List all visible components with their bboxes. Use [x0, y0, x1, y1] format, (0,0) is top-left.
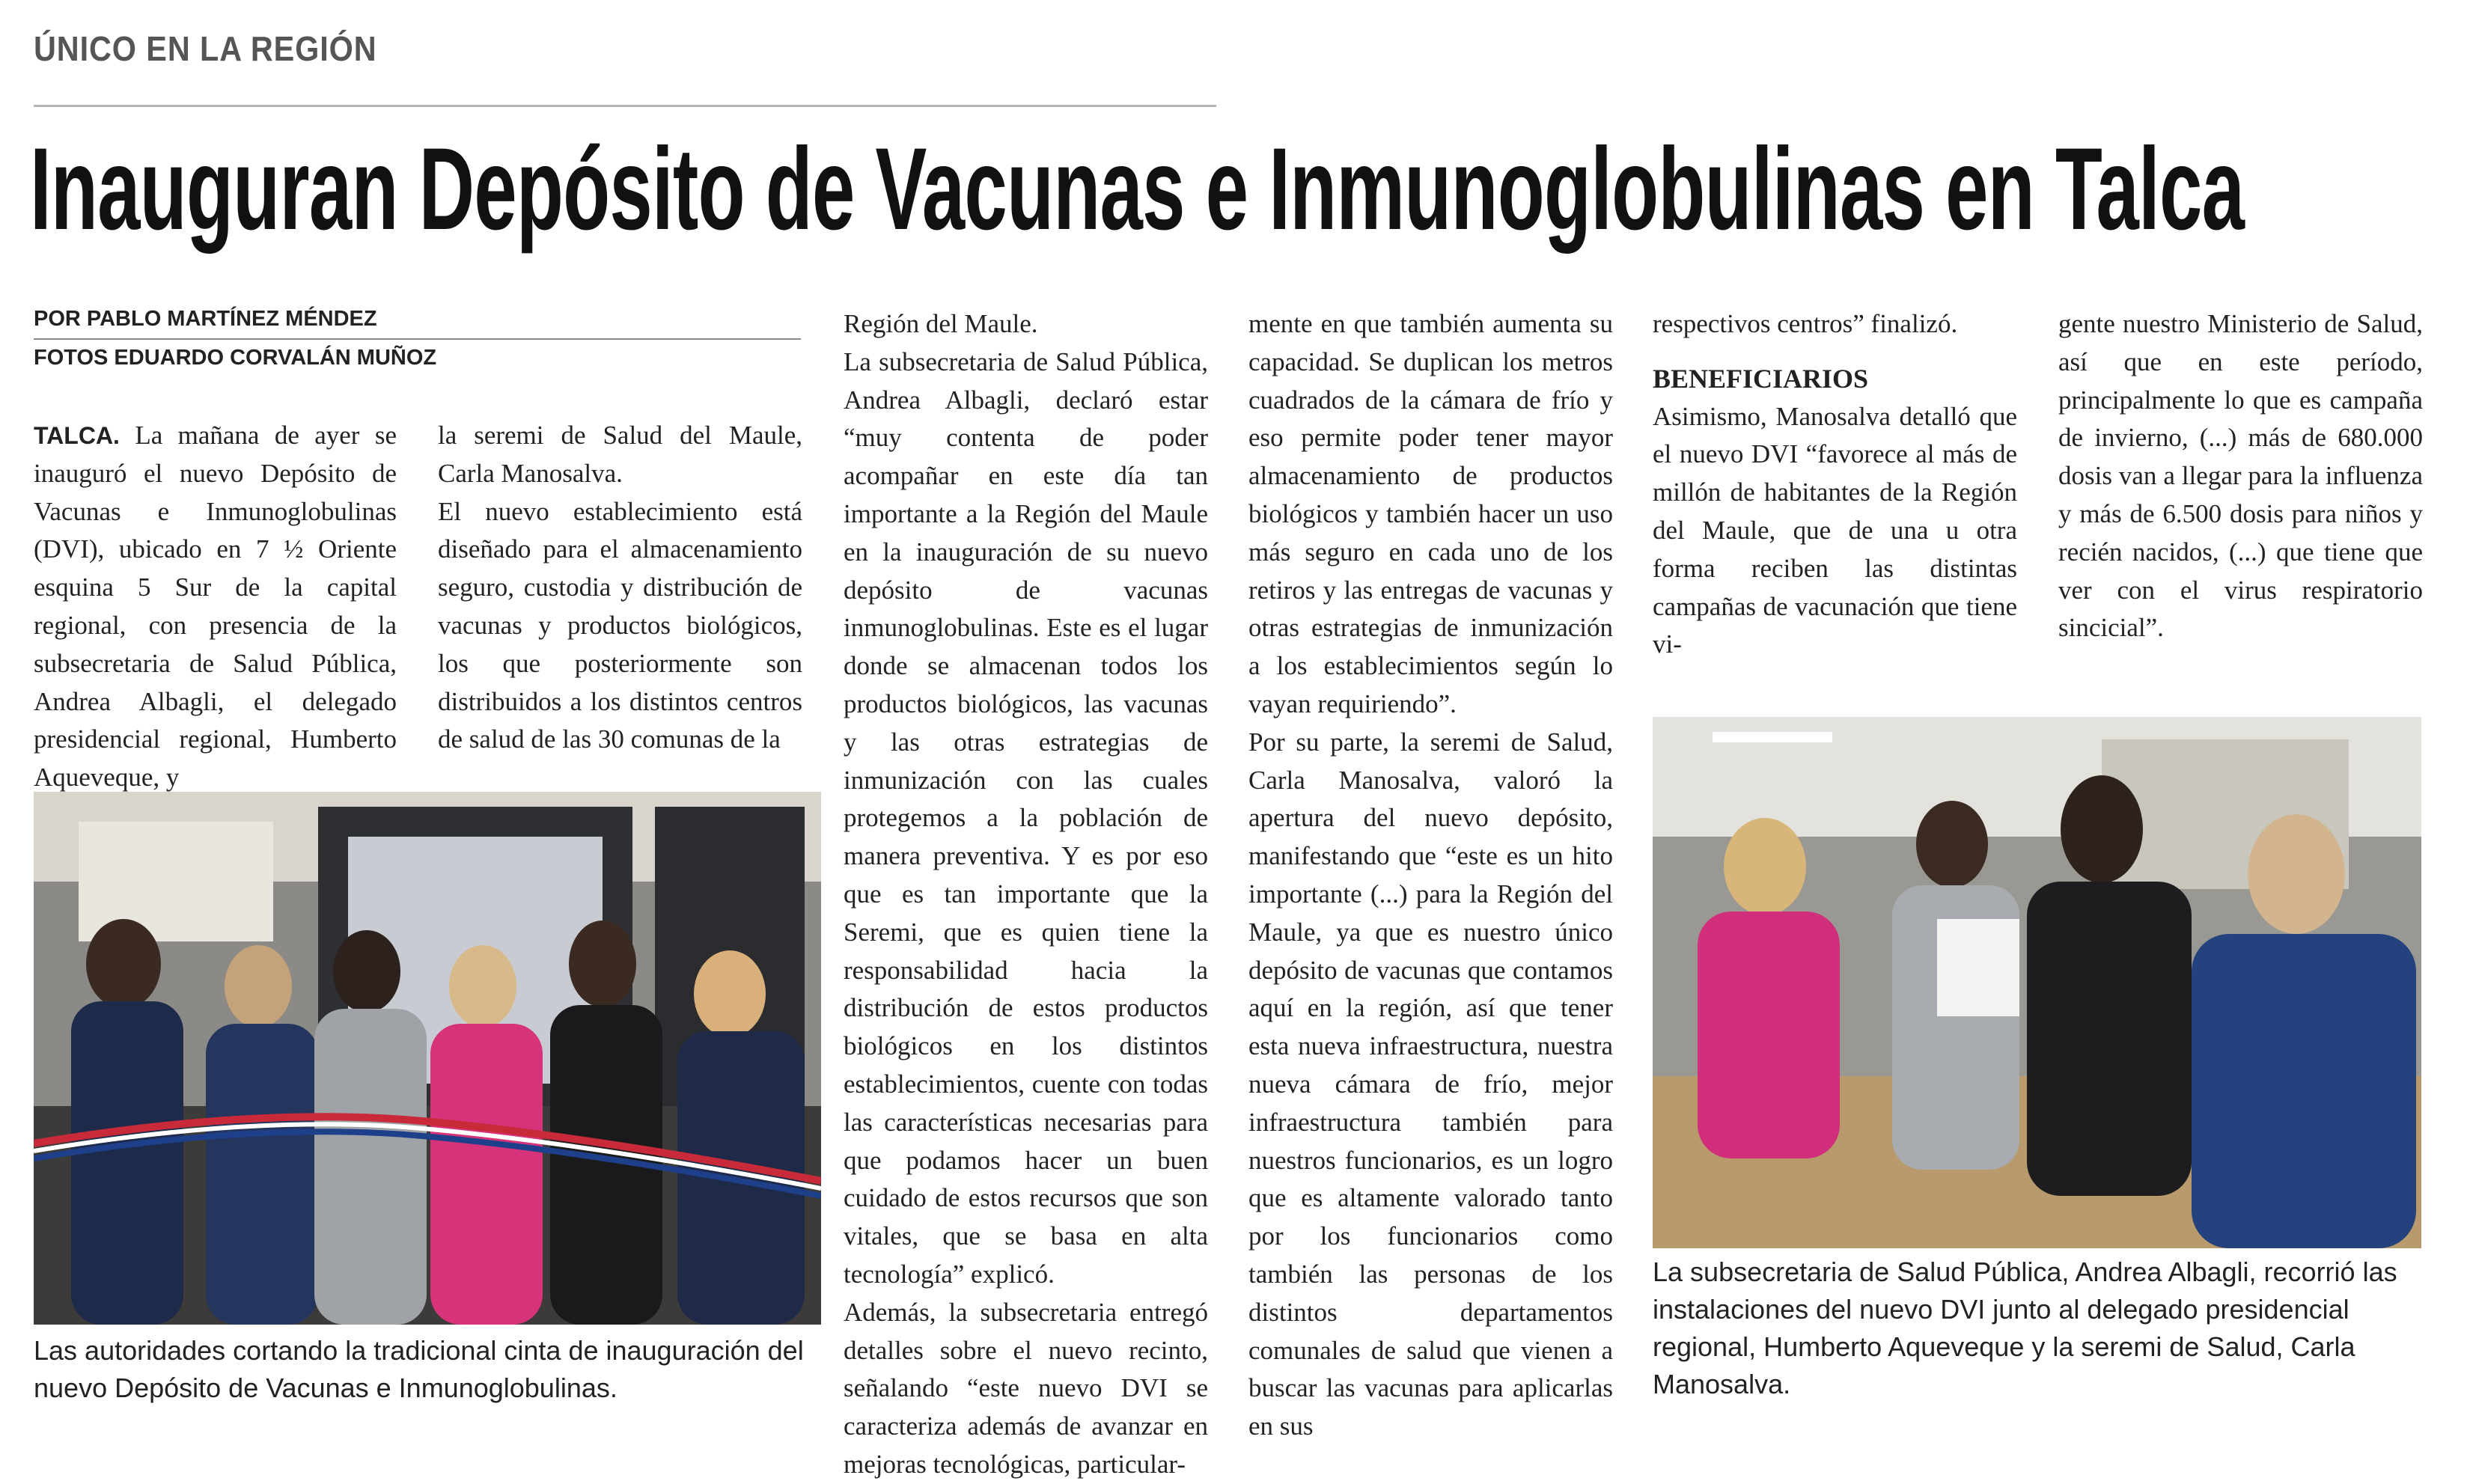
- article-column-6: [2058, 305, 2423, 647]
- article-column-4: [1248, 305, 1613, 1446]
- left-photo-caption: Las autoridades cortando la tradicional cinta de inauguración del nuevo Depósito de Vacunas e Inmunoglobulinas.: [34, 1335, 804, 1403]
- paragraph: Región del Maule.: [844, 309, 1038, 338]
- headline: Inauguran Depósito de Vacunas e Inmunoglobulinas en Talca: [30, 124, 2245, 254]
- dateline: TALCA.: [34, 422, 120, 449]
- article-column-2: [438, 417, 802, 759]
- byline-photos: FOTOS EDUARDO CORVALÁN MUÑOZ: [34, 346, 437, 370]
- paragraph: Por su parte, la seremi de Salud, Carla Manosalva, valoró la apertura del nuevo depósito, manifestando que “este es un hito importante (...) para la Región del Maule, ya que es nuestro único depósito de vacunas que contamos aquí en la región, así que tener esta nueva infraestructura, nuestra nueva cámara de frío, mejor infraestructura también para nuestros funcionarios, es un logro que es altamente valorado tanto por los funcionarios como también las personas de los distintos departamentos comunales de salud que vienen a buscar las vacunas para aplicarlas en sus: [1248, 727, 1613, 1441]
- paragraph: El nuevo establecimiento está diseñado para el almacenamiento seguro, custodia y distribución de vacunas y productos biológicos, los que posteriormente son distribuidos a los distintos centros de salud de las 30 comunas de la: [438, 496, 802, 754]
- right-photo-caption: La subsecretaria de Salud Pública, Andrea Albagli, recorrió las instalaciones del nuevo DVI junto al delegado presidencial regional, Humberto Aqueveque y la seremi de Salud, Carla Manosalva.: [1653, 1256, 2397, 1399]
- article-column-1: [34, 417, 397, 797]
- paragraph: La subsecretaria de Salud Pública, Andrea Albagli, declaró estar “muy contenta de poder acompañar en este día tan importante a la Región del Maule en la inauguración de su nuevo depósito de vacunas inmunoglobulinas. Este es el lugar donde se almacenan todos los productos biológicos, las vacunas y las otras estrategias de inmunización con las cuales protegemos a la población de manera preventiva. Y es por eso que es tan importante que la Seremi, que es quien tiene la responsabilidad hacia la distribución de estos productos biológicos en los distintos establecimientos, cuente con todas las características necesarias para que podamos hacer un buen cuidado de estos recursos que son vitales, que se basa en alta tecnología” explicó.: [844, 346, 1208, 1289]
- facility-tour-photo: [1653, 717, 2421, 1248]
- paragraph: gente nuestro Ministerio de Salud, así que en este período, principalmente lo que es campaña de invierno, (...) más de 680.000 dosis van a llegar para la influenza y más de 6.500 dosis para niños y recién nacidos, (...) que tiene que ver con el virus respiratorio sincicial”.: [2058, 309, 2423, 643]
- subheading-beneficiarios: BENEFICIARIOS: [1653, 363, 1869, 394]
- section-label: ÚNICO EN LA REGIÓN: [34, 29, 377, 68]
- paragraph: Asimismo, Manosalva detalló que el nuevo DVI “favorece al más de millón de habitantes de la Región del Maule, que de una u otra forma reciben las distintas campañas de vacunación que tiene vi-: [1653, 401, 2017, 659]
- byline-divider: [34, 338, 801, 340]
- article-column-5: [1653, 305, 2017, 664]
- paragraph: mente en que también aumenta su capacidad. Se duplican los metros cuadrados de la cámara de frío y eso permite poder tener mayor almacenamiento de productos biológicos y también hacer un uso más seguro en cada uno de los retiros y las entregas de vacunas y otras estrategias de inmunización a los establecimientos según lo vayan requiriendo”.: [1248, 309, 1613, 718]
- column-1-text: La mañana de ayer se inauguró el nuevo Depósito de Vacunas e Inmunoglobulinas (DVI), ubicado en 7 ½ Oriente esquina 5 Sur de la capital regional, con presencia de la subsecretaria de Salud Pública, Andrea Albagli, el delegado presidencial regional, Humberto Aqueveque, y: [34, 421, 397, 793]
- byline-author: POR PABLO MARTÍNEZ MÉNDEZ: [34, 307, 377, 331]
- section-divider: [34, 105, 1216, 107]
- article-column-3: [844, 305, 1208, 1484]
- paragraph: respectivos centros” finalizó.: [1653, 309, 1958, 338]
- paragraph: la seremi de Salud del Maule, Carla Manosalva.: [438, 421, 802, 488]
- ribbon-cutting-photo: [34, 792, 821, 1325]
- paragraph: Además, la subsecretaria entregó detalles sobre el nuevo recinto, señalando “este nuevo DVI se caracteriza además de avanzar en mejoras tecnológicas, particular-: [844, 1297, 1208, 1479]
